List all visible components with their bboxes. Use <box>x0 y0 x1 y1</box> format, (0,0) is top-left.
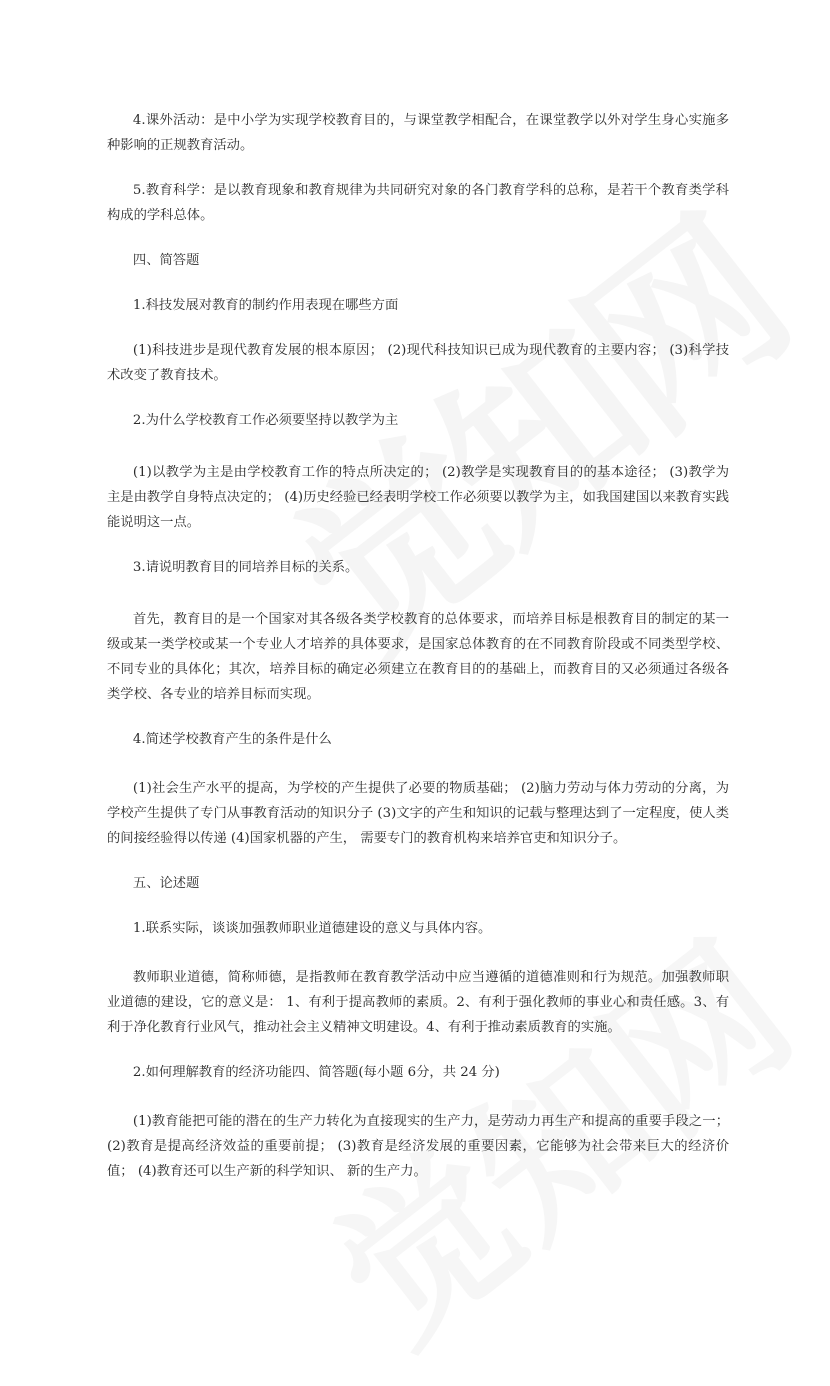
question-1: 1.科技发展对教育的制约作用表现在哪些方面 <box>132 298 399 313</box>
question-4: 4.简述学校教育产生的条件是什么 <box>132 732 332 747</box>
answer-4: (1)社会生产水平的提高，为学校的产生提供了必要的物质基础； (2)脑力劳动与体力劳动的分离，为学校产生提供了专门从事教育活动的知识分子 (3)文字的产生和知识的记载与整理达到了一定程度，使人类的间接经验得以传递 (4)国家机器的产生， 需要专门的教育机构来培养官吏和知识分子。 <box>107 781 729 846</box>
section-heading-short-answer: 四、简答题 <box>132 253 200 268</box>
essay-answer-2: (1)教育能把可能的潜在的生产力转化为直接现实的生产力，是劳动力再生产和提高的重要手段之一； (2)教育是提高经济效益的重要前提； (3)教育是经济发展的重要因素，它能够为社会带来巨大的经济价值； (4)教育还可以生产新的科学知识、 新的生产力。 <box>107 1114 729 1179</box>
definition-education-science: 5.教育科学：是以教育现象和教育规律为共同研究对象的各门教育学科的总称，是若干个教育类学科构成的学科总体。 <box>107 183 729 223</box>
definition-extracurricular: 4.课外活动：是中小学为实现学校教育目的，与课堂教学相配合，在课堂教学以外对学生身心实施多种影响的正规教育活动。 <box>107 113 729 153</box>
question-2: 2.为什么学校教育工作必须要坚持以教学为主 <box>132 413 399 428</box>
answer-1: (1)科技进步是现代教育发展的根本原因； (2)现代科技知识已成为现代教育的主要内容； (3)科学技术改变了教育技术。 <box>107 343 729 383</box>
answer-3: 首先，教育目的是一个国家对其各级各类学校教育的总体要求，而培养目标是根教育目的制定的某一级或某一类学校或某一个专业人才培养的具体要求，是国家总体教育的在不同教育阶段或不同类型学校、 不同专业的具体化；其次，培养目标的确定必须建立在教育目的的基础上，而教育目的又必须通过各级各类学校、各专业的培养目标而实现。 <box>107 612 729 702</box>
document-body <box>107 108 729 1184</box>
essay-question-1: 1.联系实际，谈谈加强教师职业道德建设的意义与具体内容。 <box>132 921 492 936</box>
question-3: 3.请说明教育目的同培养目标的关系。 <box>132 560 359 575</box>
essay-question-2: 2.如何理解教育的经济功能四、简答题(每小题 6分，共 24 分) <box>132 1065 500 1080</box>
section-heading-essay: 五、论述题 <box>132 876 200 891</box>
essay-answer-1: 教师职业道德，简称师德，是指教师在教育教学活动中应当遵循的道德准则和行为规范。加强教师职业道德的建设，它的意义是： 1、有利于提高教师的素质。2、有利于强化教师的事业心和责任感。3、有利于净化教育行业风气，推动社会主义精神文明建设。4、有利于推动素质教育的实施。 <box>107 970 729 1035</box>
answer-2: (1)以教学为主是由学校教育工作的特点所决定的； (2)教学是实现教育目的的基本途径； (3)教学为主是由教学自身特点决定的； (4)历史经验已经表明学校工作必须要以教学为主，如我国建国以来教育实践能说明这一点。 <box>107 465 729 530</box>
